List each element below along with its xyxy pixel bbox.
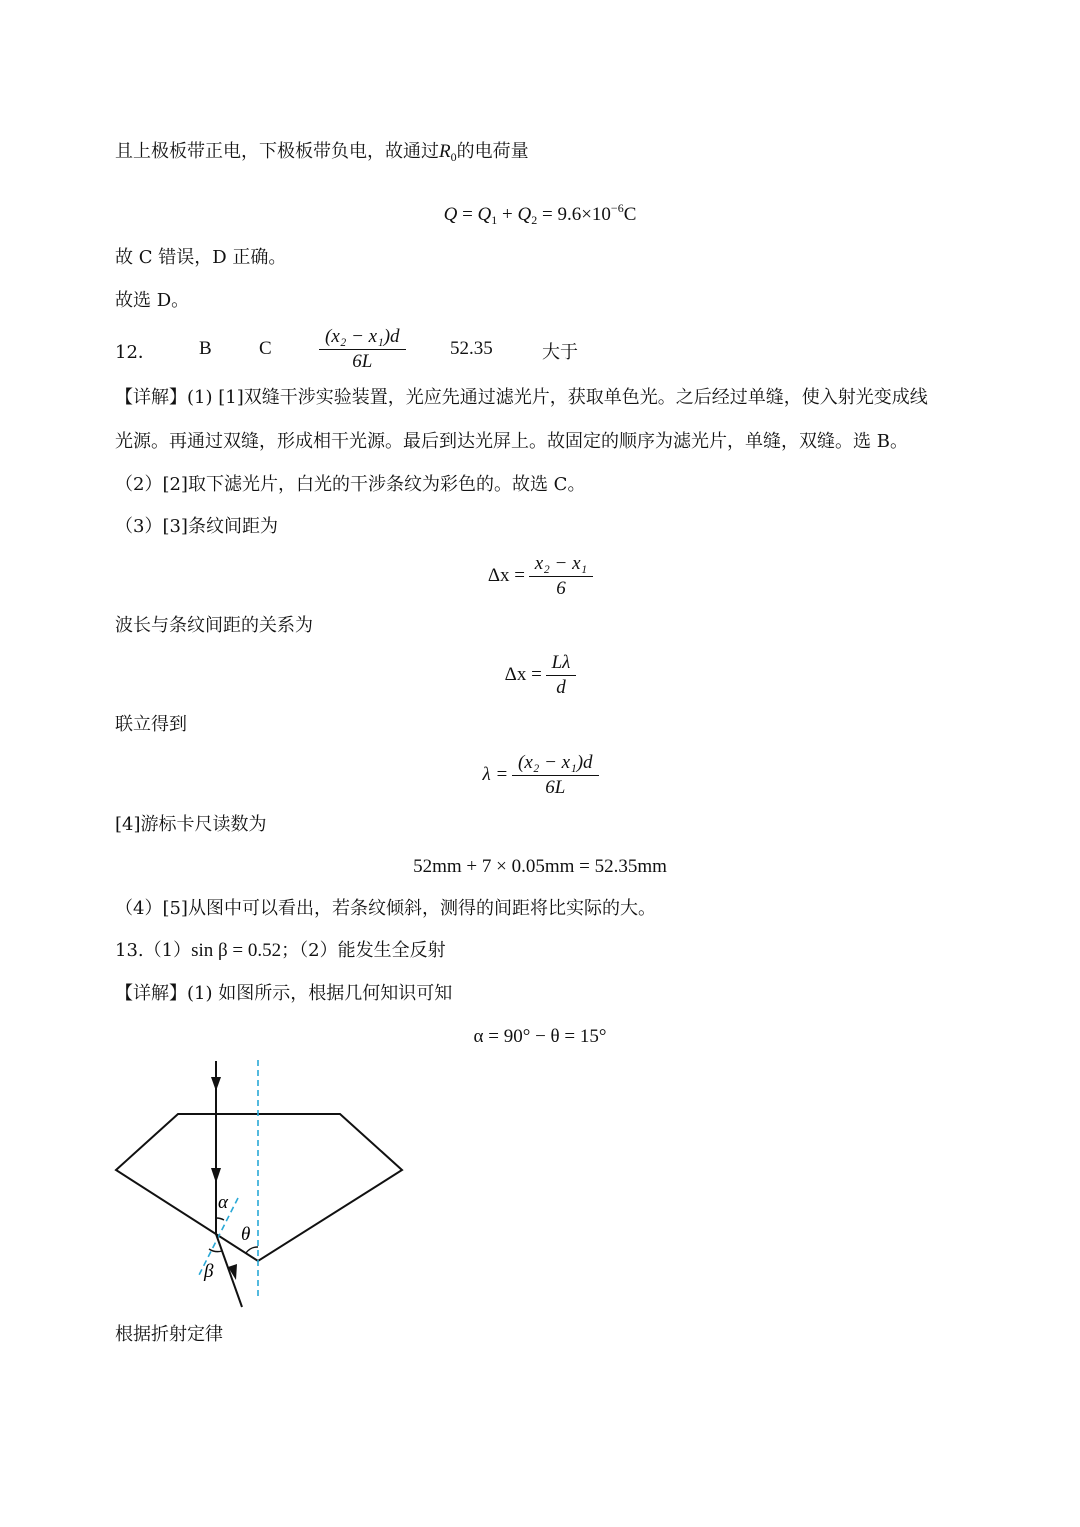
refracted-ray [216, 1234, 242, 1307]
equation-fringe-spacing [0, 553, 1080, 600]
equation-charge [0, 196, 1080, 232]
text-line: 故 C 错误，D 正确。 [115, 247, 287, 268]
equation-lambda [0, 752, 1080, 799]
fraction-numerator: Lλ [551, 652, 571, 673]
prism-diagram [100, 1055, 420, 1315]
text-line [115, 140, 529, 169]
text-line: 联立得到 [115, 714, 187, 735]
answer-row-12 [0, 338, 1080, 362]
text-segment: ；（2）能发生全反射 [281, 940, 446, 961]
text-line: 【详解】(1) 如图所示，根据几何知识可知 [115, 983, 453, 1004]
answer-5: 大于 [542, 342, 578, 363]
text-line [115, 939, 446, 963]
answer-3-fraction [320, 326, 405, 373]
arrow-icon [211, 1077, 221, 1091]
eq-exponent: −6 [610, 201, 624, 215]
label-alpha: α [218, 1192, 228, 1213]
eq-lhs: Δx = [504, 663, 547, 685]
text-line: 故选 D。 [115, 290, 190, 311]
fraction-denominator: d [546, 675, 577, 699]
fraction-denominator: 6L [319, 349, 406, 373]
text-line: 波长与条纹间距的关系为 [115, 615, 313, 636]
arrow-icon [211, 1168, 221, 1183]
text-line: 【详解】(1) [1]双缝干涉实验装置，光应先通过滤光片，获取单色光。之后经过单缝，使入射光变成线 [115, 387, 928, 408]
text-line: （4）[5]从图中可以看出，若条纹倾斜，测得的间距将比实际的大。 [115, 898, 656, 919]
equation-vernier: 52mm + 7 × 0.05mm = 52.35mm [413, 856, 667, 877]
text-line: 光源。再通过双缝，形成相干光源。最后到达光屏上。故固定的顺序为滤光片，单缝，双缝。选 B。 [115, 431, 908, 452]
eq-op: + [497, 204, 518, 225]
eq-op: = [457, 204, 478, 225]
text-line: [4]游标卡尺读数为 [115, 814, 267, 835]
question-number: 12． [115, 342, 156, 363]
angle-arc-theta [246, 1247, 258, 1253]
text-segment: 的电荷量 [456, 141, 529, 162]
label-beta: β [204, 1261, 214, 1282]
eq-lhs: λ = [482, 763, 513, 785]
label-theta: θ [241, 1224, 251, 1245]
prism-outline [116, 1114, 402, 1261]
eq-symbol: Q [517, 204, 532, 225]
equation-alpha: α = 90° − θ = 15° [473, 1026, 607, 1047]
resistor-subscript: 0 [450, 150, 457, 164]
eq-subscript: 1 [491, 213, 498, 227]
eq-lhs: Δx = [487, 564, 530, 586]
text-line: （3）[3]条纹间距为 [115, 516, 278, 537]
eq-value: = 9.6×10 [537, 204, 611, 225]
resistor-symbol: R [439, 141, 451, 162]
fraction-numerator: x₂ − x₁ [534, 553, 588, 574]
answer-1: B [199, 338, 212, 359]
angle-arc-alpha [216, 1218, 224, 1220]
fraction-numerator: (x₂ − x₁)d [518, 752, 593, 773]
answer-4: 52.35 [450, 338, 493, 359]
text-line: （2）[2]取下滤光片，白光的干涉条纹为彩色的。故选 C。 [115, 474, 586, 495]
answer-2: C [259, 338, 272, 359]
text-line: 根据折射定律 [115, 1324, 223, 1345]
eq-unit: C [623, 204, 637, 225]
question-number: 13.（1） [115, 940, 192, 961]
eq-symbol: Q [477, 204, 492, 225]
eq-symbol: Q [443, 204, 458, 225]
fraction-denominator: 6 [529, 576, 593, 600]
fraction-denominator: 6L [512, 775, 599, 799]
angle-arc-beta [209, 1249, 222, 1252]
eq-subscript: 2 [531, 213, 538, 227]
answer-equation: sin β = 0.52 [191, 940, 282, 961]
text-segment: 且上极板带正电，下极板带负电，故通过 [115, 141, 439, 162]
fraction-numerator: (x₂ − x₁)d [325, 326, 400, 347]
equation-wavelength-relation [0, 652, 1080, 699]
